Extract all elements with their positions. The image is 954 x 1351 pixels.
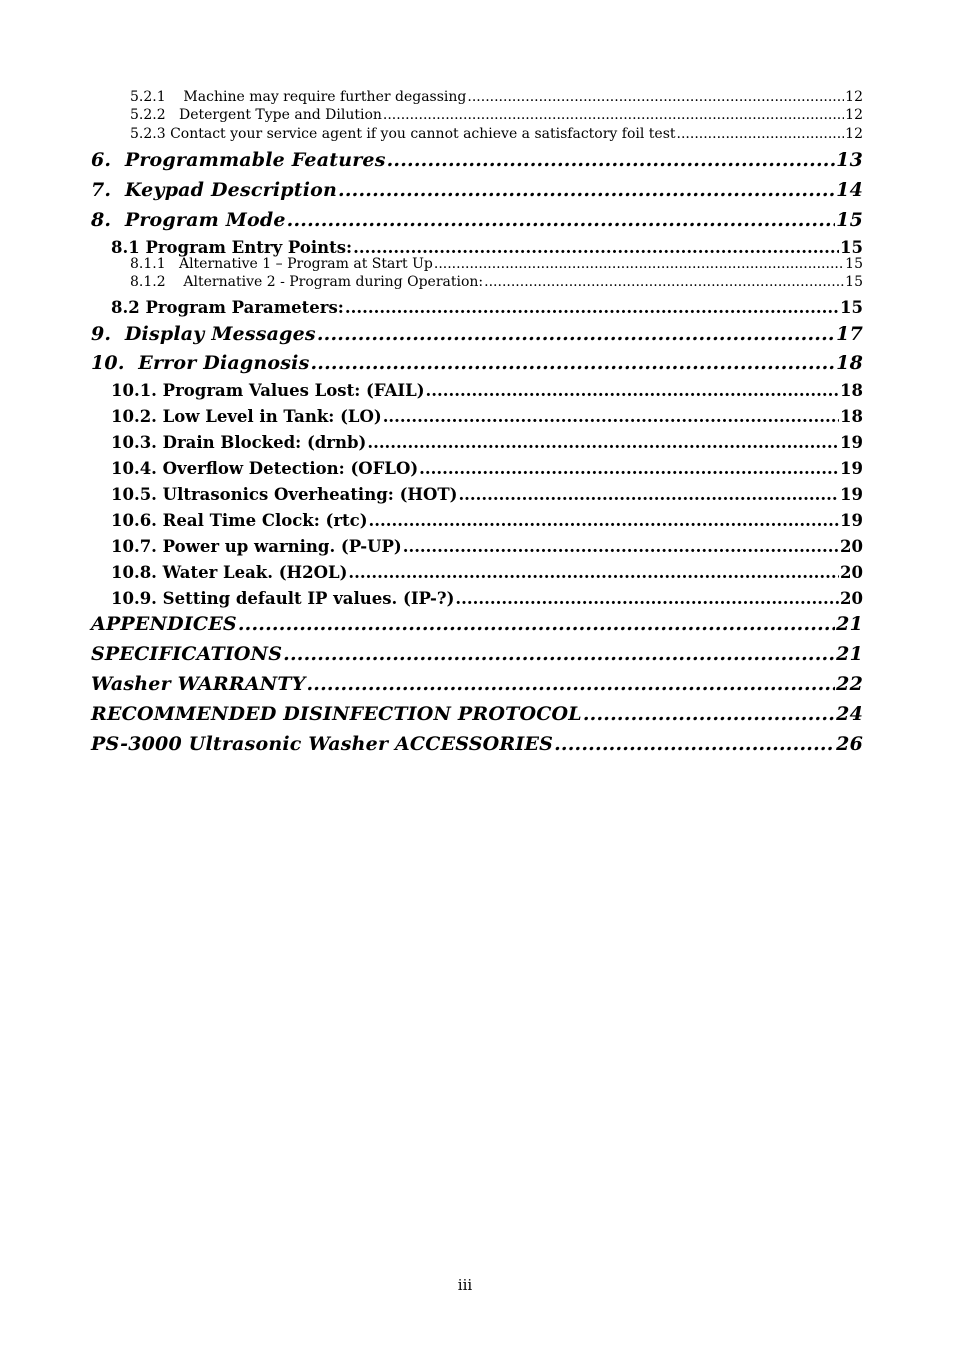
toc-entry-page: 18 — [836, 352, 863, 374]
toc-entry-disinfection-protocol[interactable] — [91, 703, 863, 725]
toc-entry-page: 20 — [840, 563, 863, 582]
toc-entry-accessories[interactable] — [91, 733, 863, 755]
dot-leader — [383, 407, 839, 426]
toc-entry-10-2[interactable] — [91, 407, 863, 426]
toc-entry-title: 10.2. Low Level in Tank: (LO) — [111, 407, 382, 426]
toc-entry-title: 9. Display Messages — [91, 323, 316, 345]
toc-entry-title: 5.2.2 Detergent Type and Dilution — [130, 107, 382, 123]
toc-entry-page: 18 — [840, 381, 863, 400]
toc-entry-title: 10.5. Ultrasonics Overheating: (HOT) — [111, 485, 458, 504]
toc-entry-title: 10.7. Power up warning. (P-UP) — [111, 537, 402, 556]
dot-leader — [348, 563, 839, 582]
dot-leader — [419, 459, 839, 478]
toc-entry-title: APPENDICES — [91, 613, 237, 635]
toc-entry-title: 8. Program Mode — [91, 209, 286, 231]
toc-entry-page: 22 — [836, 673, 863, 695]
toc-entry-page: 13 — [836, 149, 863, 171]
dot-leader — [583, 703, 835, 725]
toc-entry-page: 20 — [840, 589, 863, 608]
toc-entry-title: 8.2 Program Parameters: — [111, 298, 344, 317]
dot-leader — [467, 88, 844, 106]
toc-entry-page: 14 — [836, 179, 863, 201]
toc-entry-title: 10.8. Water Leak. (H2OL) — [111, 563, 348, 582]
dot-leader — [338, 179, 835, 201]
dot-leader — [484, 273, 844, 291]
toc-entry-5-2-1[interactable] — [91, 88, 863, 106]
toc-entry-title: 10. Error Diagnosis — [91, 352, 310, 374]
toc-entry-page: 26 — [836, 733, 863, 755]
toc-entry-10-4[interactable] — [91, 459, 863, 478]
toc-entry-title: Washer WARRANTY — [91, 673, 306, 695]
toc-entry-10-5[interactable] — [91, 485, 863, 504]
toc-entry-chapter-10[interactable] — [91, 352, 863, 374]
toc-entry-page: 15 — [836, 209, 863, 231]
page-number: iii — [457, 1276, 473, 1294]
dot-leader — [317, 323, 835, 345]
toc-entry-title: 8.1.1 Alternative 1 – Program at Start Up — [130, 256, 433, 272]
toc-entry-title: PS-3000 Ultrasonic Washer ACCESSORIES — [91, 733, 554, 755]
toc-entry-title: 8.1 Program Entry Points: — [111, 238, 353, 257]
toc-entry-title: 10.1. Program Values Lost: (FAIL) — [111, 381, 425, 400]
toc-entry-title: 10.3. Drain Blocked: (drnb) — [111, 433, 367, 452]
toc-entry-page: 21 — [836, 643, 863, 665]
toc-entry-title: RECOMMENDED DISINFECTION PROTOCOL — [91, 703, 582, 725]
toc-entry-page: 21 — [836, 613, 863, 635]
toc-entry-page: 19 — [840, 433, 863, 452]
dot-leader — [458, 485, 839, 504]
toc-entry-page: 12 — [845, 126, 863, 142]
toc-entry-page: 15 — [845, 274, 863, 290]
dot-leader — [287, 209, 836, 231]
toc-entry-8-1-2[interactable] — [91, 273, 863, 291]
dot-leader — [238, 613, 835, 635]
toc-entry-page: 18 — [840, 407, 863, 426]
toc-entry-title: 6. Programmable Features — [91, 149, 386, 171]
toc-entry-chapter-9[interactable] — [91, 323, 863, 345]
toc-entry-page: 15 — [845, 256, 863, 272]
toc-entry-title: 5.2.1 Machine may require further degassing — [130, 89, 467, 105]
toc-entry-10-9[interactable] — [91, 589, 863, 608]
dot-leader — [434, 255, 844, 273]
toc-entry-appendices[interactable] — [91, 613, 863, 635]
toc-entry-title: SPECIFICATIONS — [91, 643, 283, 665]
dot-leader — [426, 381, 840, 400]
toc-entry-10-6[interactable] — [91, 511, 863, 530]
dot-leader — [383, 106, 844, 124]
toc-entry-5-2-2[interactable] — [91, 106, 863, 124]
toc-entry-title: 5.2.3 Contact your service agent if you cannot achieve a satisfactory foil test — [130, 126, 676, 142]
toc-entry-page: 19 — [840, 485, 863, 504]
dot-leader — [403, 537, 839, 556]
toc-entry-page: 19 — [840, 511, 863, 530]
toc-entry-page: 20 — [840, 537, 863, 556]
toc-entry-page: 15 — [840, 238, 863, 257]
toc-entry-title: 10.4. Overflow Detection: (OFLO) — [111, 459, 419, 478]
toc-entry-title: 10.6. Real Time Clock: (rtc) — [111, 511, 368, 530]
toc-entry-8-1-1[interactable] — [91, 255, 863, 273]
toc-entry-chapter-7[interactable] — [91, 179, 863, 201]
toc-entry-page: 19 — [840, 459, 863, 478]
toc-entry-page: 17 — [836, 323, 863, 345]
toc-entry-10-1[interactable] — [91, 381, 863, 400]
toc-entry-warranty[interactable] — [91, 673, 863, 695]
toc-entry-chapter-8[interactable] — [91, 209, 863, 231]
dot-leader — [455, 589, 839, 608]
toc-entry-title: 7. Keypad Description — [91, 179, 338, 201]
toc-entry-page: 12 — [845, 89, 863, 105]
toc-entry-chapter-6[interactable] — [91, 149, 863, 171]
toc-entry-page: 15 — [840, 298, 863, 317]
toc-entry-title: 8.1.2 Alternative 2 - Program during Operation: — [130, 274, 484, 290]
toc-entry-10-8[interactable] — [91, 563, 863, 582]
dot-leader — [369, 511, 839, 530]
dot-leader — [310, 352, 835, 374]
toc-entry-page: 24 — [836, 703, 863, 725]
dot-leader — [677, 125, 845, 143]
dot-leader — [345, 298, 839, 317]
toc-entry-10-7[interactable] — [91, 537, 863, 556]
dot-leader — [306, 673, 835, 695]
toc-entry-page: 12 — [845, 107, 863, 123]
dot-leader — [283, 643, 835, 665]
toc-entry-8-2[interactable] — [91, 298, 863, 317]
dot-leader — [387, 149, 836, 171]
table-of-contents — [91, 88, 863, 755]
toc-entry-5-2-3[interactable] — [91, 125, 863, 143]
toc-entry-title: 10.9. Setting default IP values. (IP-?) — [111, 589, 455, 608]
toc-entry-specifications[interactable] — [91, 643, 863, 665]
dot-leader — [367, 433, 839, 452]
dot-leader — [554, 733, 835, 755]
toc-entry-10-3[interactable] — [91, 433, 863, 452]
